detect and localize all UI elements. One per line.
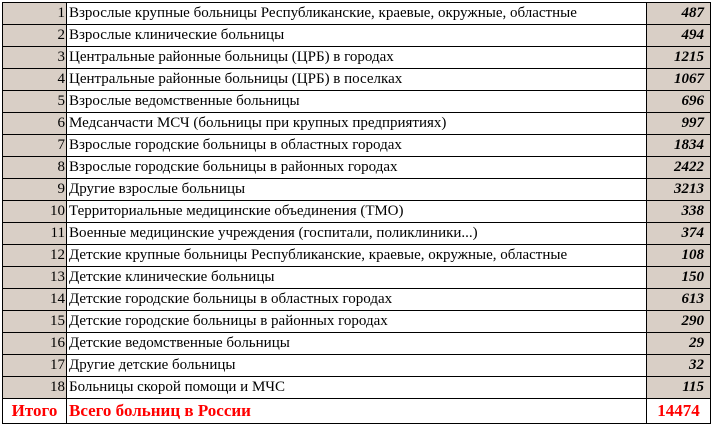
row-number-cell[interactable]: 14 bbox=[3, 289, 67, 311]
hospital-type-cell[interactable]: Взрослые клинические больницы bbox=[67, 25, 647, 47]
table-row bbox=[3, 267, 711, 289]
hospital-count-cell[interactable]: 3213 bbox=[647, 179, 711, 201]
hospital-type-cell[interactable]: Больницы скорой помощи и МЧС bbox=[67, 377, 647, 399]
row-number-cell[interactable]: 4 bbox=[3, 69, 67, 91]
row-number-cell[interactable]: 6 bbox=[3, 113, 67, 135]
hospital-count-cell[interactable]: 487 bbox=[647, 3, 711, 25]
row-number-cell[interactable]: 5 bbox=[3, 91, 67, 113]
table-row bbox=[3, 25, 711, 47]
row-number-cell[interactable]: 10 bbox=[3, 201, 67, 223]
row-number-cell[interactable]: 9 bbox=[3, 179, 67, 201]
total-name-cell[interactable]: Всего больниц в России bbox=[67, 399, 647, 424]
row-number-cell[interactable]: 11 bbox=[3, 223, 67, 245]
row-number-cell[interactable]: 7 bbox=[3, 135, 67, 157]
hospital-count-cell[interactable]: 115 bbox=[647, 377, 711, 399]
hospitals-table bbox=[2, 2, 711, 424]
table-row bbox=[3, 47, 711, 69]
hospital-type-cell[interactable]: Центральные районные больницы (ЦРБ) в городах bbox=[67, 47, 647, 69]
total-row bbox=[3, 399, 711, 424]
hospital-type-cell[interactable]: Детские городские больницы в районных городах bbox=[67, 311, 647, 333]
table-row bbox=[3, 91, 711, 113]
total-label-cell[interactable]: Итого bbox=[3, 399, 67, 424]
hospital-type-cell[interactable]: Центральные районные больницы (ЦРБ) в поселках bbox=[67, 69, 647, 91]
hospital-count-cell[interactable]: 997 bbox=[647, 113, 711, 135]
hospital-count-cell[interactable]: 696 bbox=[647, 91, 711, 113]
table-row bbox=[3, 69, 711, 91]
hospital-count-cell[interactable]: 494 bbox=[647, 25, 711, 47]
hospital-type-cell[interactable]: Взрослые ведомственные больницы bbox=[67, 91, 647, 113]
hospital-type-cell[interactable]: Медсанчасти МСЧ (больницы при крупных предприятиях) bbox=[67, 113, 647, 135]
table-row bbox=[3, 377, 711, 399]
hospital-count-cell[interactable]: 108 bbox=[647, 245, 711, 267]
row-number-cell[interactable]: 12 bbox=[3, 245, 67, 267]
hospital-count-cell[interactable]: 613 bbox=[647, 289, 711, 311]
row-number-cell[interactable]: 16 bbox=[3, 333, 67, 355]
table-row bbox=[3, 289, 711, 311]
total-value-cell[interactable]: 14474 bbox=[647, 399, 711, 424]
table-row bbox=[3, 201, 711, 223]
table-row bbox=[3, 223, 711, 245]
hospital-type-cell[interactable]: Детские клинические больницы bbox=[67, 267, 647, 289]
row-number-cell[interactable]: 15 bbox=[3, 311, 67, 333]
hospital-count-cell[interactable]: 1067 bbox=[647, 69, 711, 91]
hospital-type-cell[interactable]: Военные медицинские учреждения (госпитали, поликлиники...) bbox=[67, 223, 647, 245]
hospital-type-cell[interactable]: Взрослые городские больницы в областных городах bbox=[67, 135, 647, 157]
hospital-count-cell[interactable]: 1215 bbox=[647, 47, 711, 69]
hospital-count-cell[interactable]: 150 bbox=[647, 267, 711, 289]
row-number-cell[interactable]: 1 bbox=[3, 3, 67, 25]
table-row bbox=[3, 3, 711, 25]
hospital-type-cell[interactable]: Детские крупные больницы Республиканские, краевые, окружные, областные bbox=[67, 245, 647, 267]
hospital-count-cell[interactable]: 32 bbox=[647, 355, 711, 377]
hospital-count-cell[interactable]: 1834 bbox=[647, 135, 711, 157]
row-number-cell[interactable]: 13 bbox=[3, 267, 67, 289]
hospital-count-cell[interactable]: 374 bbox=[647, 223, 711, 245]
table-row bbox=[3, 311, 711, 333]
hospital-type-cell[interactable]: Взрослые городские больницы в районных городах bbox=[67, 157, 647, 179]
hospital-type-cell[interactable]: Детские городские больницы в областных городах bbox=[67, 289, 647, 311]
table-row bbox=[3, 135, 711, 157]
hospital-type-cell[interactable]: Детские ведомственные больницы bbox=[67, 333, 647, 355]
row-number-cell[interactable]: 17 bbox=[3, 355, 67, 377]
hospital-type-cell[interactable]: Другие детские больницы bbox=[67, 355, 647, 377]
hospital-type-cell[interactable]: Другие взрослые больницы bbox=[67, 179, 647, 201]
table-row bbox=[3, 333, 711, 355]
row-number-cell[interactable]: 18 bbox=[3, 377, 67, 399]
row-number-cell[interactable]: 8 bbox=[3, 157, 67, 179]
hospital-count-cell[interactable]: 290 bbox=[647, 311, 711, 333]
table-body bbox=[3, 3, 711, 424]
hospital-count-cell[interactable]: 29 bbox=[647, 333, 711, 355]
hospital-count-cell[interactable]: 338 bbox=[647, 201, 711, 223]
hospital-count-cell[interactable]: 2422 bbox=[647, 157, 711, 179]
table-row bbox=[3, 245, 711, 267]
hospital-type-cell[interactable]: Территориальные медицинские объединения (ТМО) bbox=[67, 201, 647, 223]
table-row bbox=[3, 355, 711, 377]
table-row bbox=[3, 157, 711, 179]
table-row bbox=[3, 113, 711, 135]
table-row bbox=[3, 179, 711, 201]
row-number-cell[interactable]: 3 bbox=[3, 47, 67, 69]
row-number-cell[interactable]: 2 bbox=[3, 25, 67, 47]
hospital-type-cell[interactable]: Взрослые крупные больницы Республиканские, краевые, окружные, областные bbox=[67, 3, 647, 25]
